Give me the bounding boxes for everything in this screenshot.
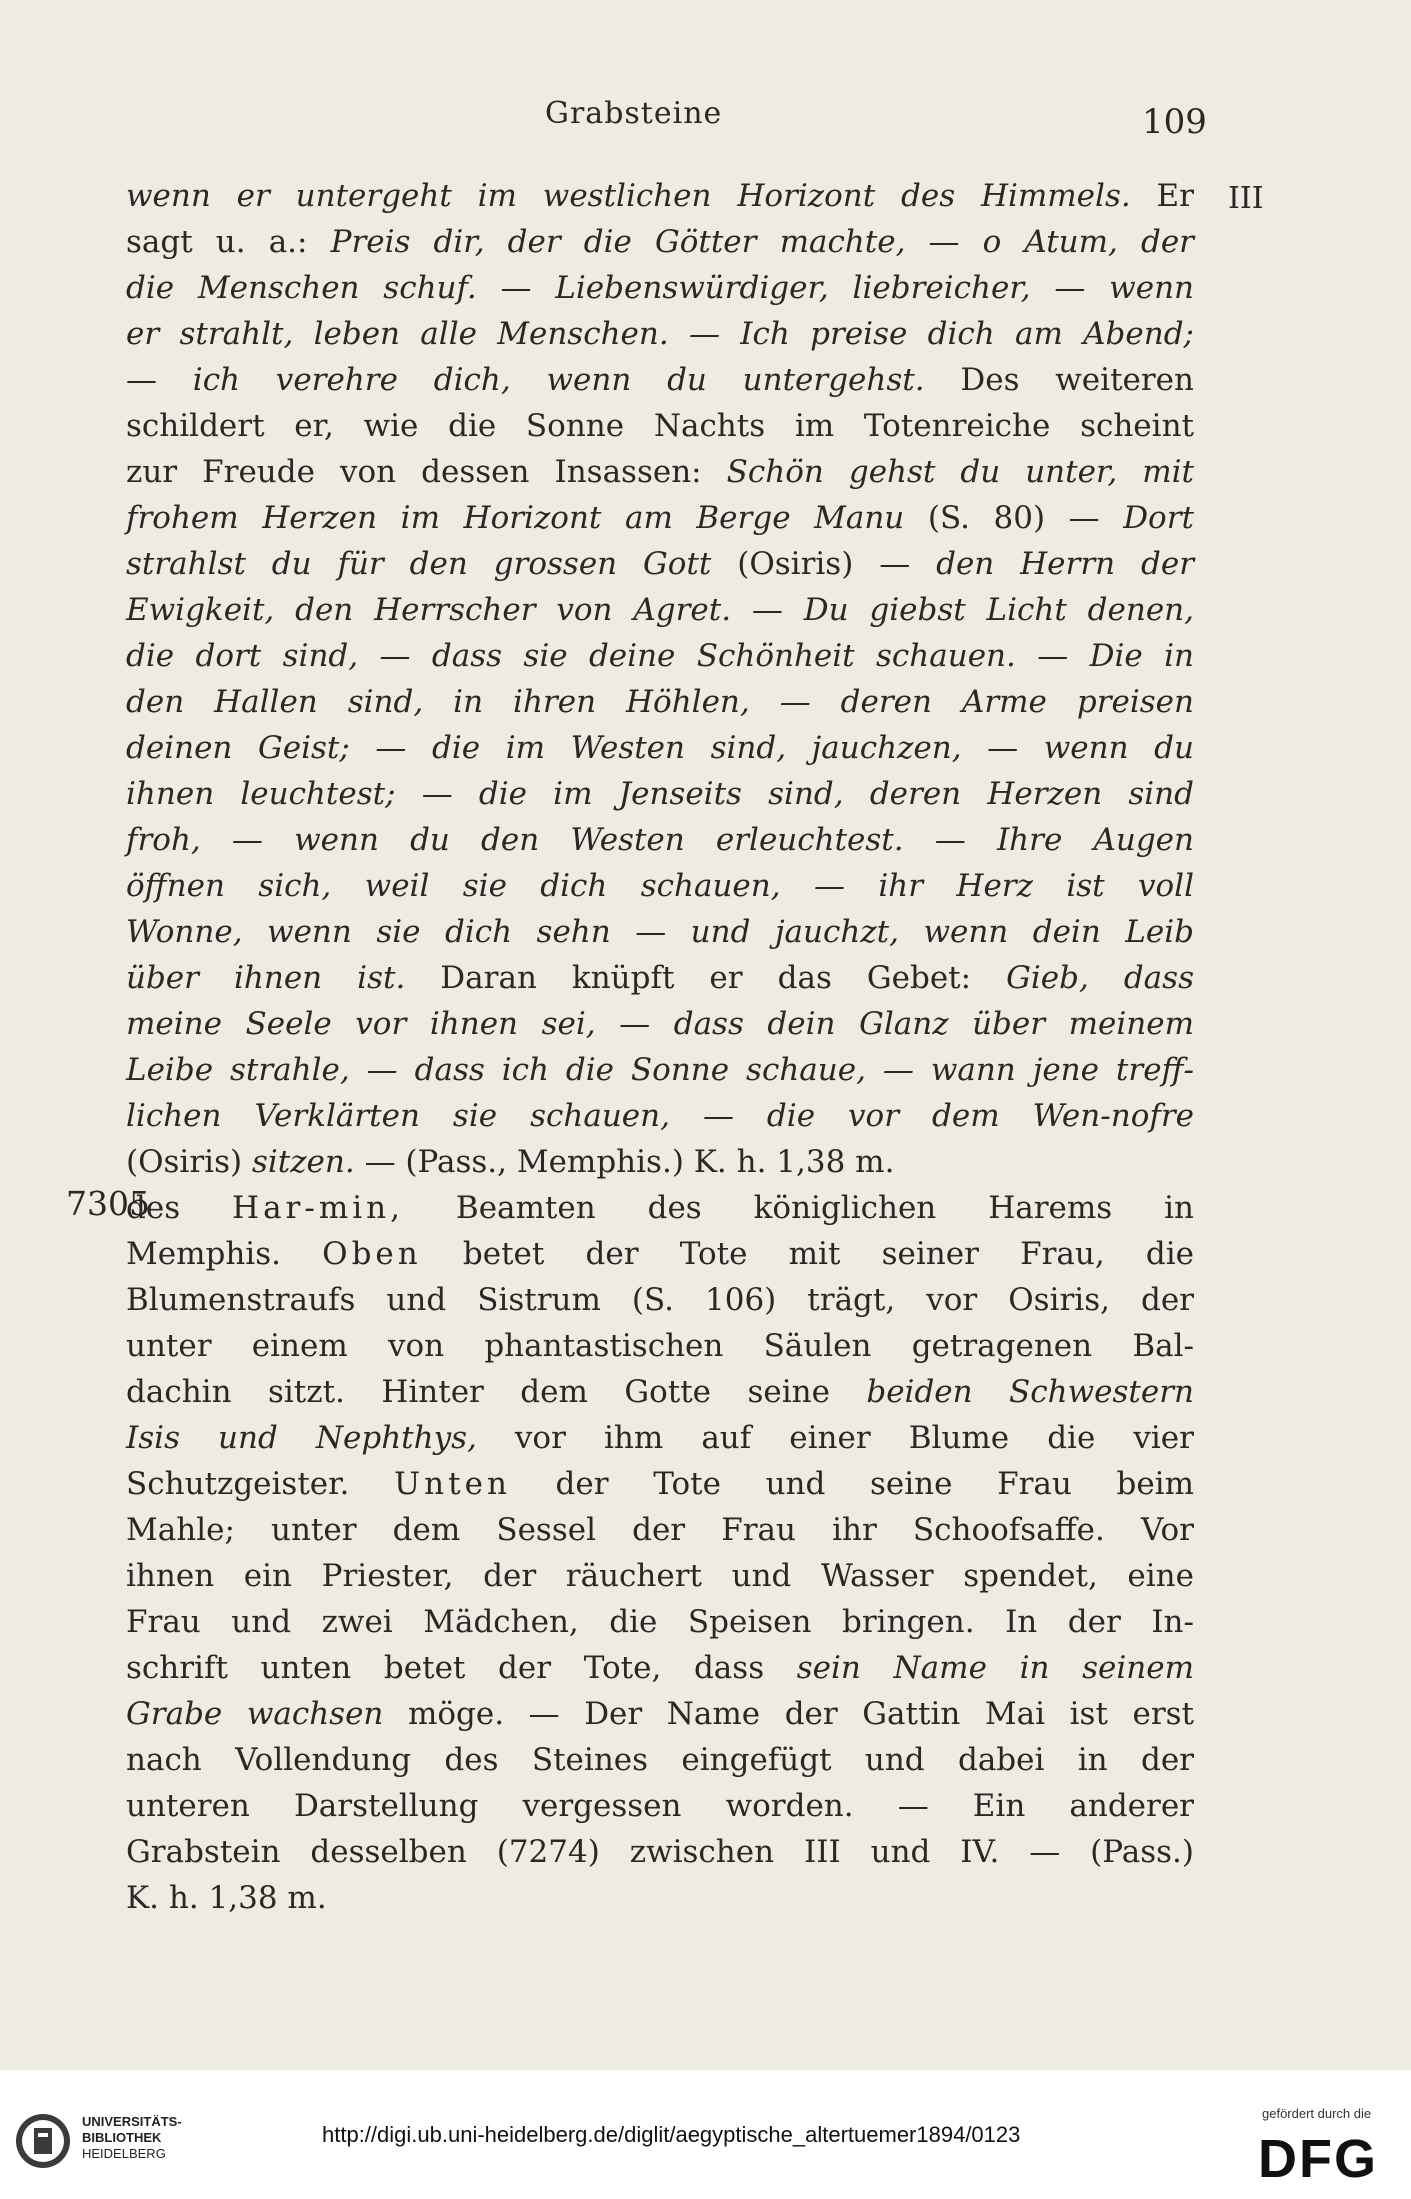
- text-line: [126, 1277, 1194, 1323]
- text-segment: er strahlt, leben alle Menschen. — Ich preise dich am Abend;: [126, 316, 1194, 352]
- text-segment: öffnen sich, weil sie dich schauen, — ihr Herz ist voll: [126, 868, 1194, 904]
- source-url-link[interactable]: http://digi.ub.uni-heidelberg.de/diglit/aegyptische_altertuemer1894/0123: [322, 2122, 1021, 2147]
- text-line: [126, 771, 1194, 817]
- page-number: 109: [1142, 102, 1207, 142]
- text-line: [126, 173, 1194, 219]
- text-line: [126, 863, 1194, 909]
- text-segment: K. h. 1,38 m.: [126, 1880, 327, 1916]
- text-line: [126, 357, 1194, 403]
- running-header: [0, 96, 1411, 146]
- university-seal-icon: [14, 2112, 72, 2170]
- text-line: [126, 1369, 1194, 1415]
- text-line: [126, 1323, 1194, 1369]
- text-segment: sagt u. a.:: [126, 224, 331, 260]
- text-line: [126, 955, 1194, 1001]
- text-segment: dachin sitzt. Hinter dem Gotte seine: [126, 1374, 867, 1410]
- text-segment: Memphis.: [126, 1236, 323, 1272]
- text-segment: beiden Schwestern: [866, 1374, 1194, 1410]
- text-line: [126, 1829, 1194, 1875]
- text-segment: sitzen.: [251, 1144, 355, 1180]
- text-segment: schildert er, wie die Sonne Nachts im Totenreiche scheint: [126, 408, 1194, 444]
- text-segment: sein Name in seinem: [796, 1650, 1194, 1686]
- text-line: [126, 587, 1194, 633]
- text-line: [126, 403, 1194, 449]
- text-line: [126, 1737, 1194, 1783]
- text-line: [126, 1185, 1194, 1231]
- text-segment: unter einem von phantastischen Säulen getragenen Bal-: [126, 1328, 1194, 1364]
- text-segment: Unten: [394, 1466, 511, 1502]
- text-segment: Grabe wachsen: [126, 1696, 384, 1732]
- text-line: [126, 1507, 1194, 1553]
- text-segment: Schön gehst du unter, mit: [726, 454, 1194, 490]
- library-line-2: BIBLIOTHEK: [82, 2130, 162, 2145]
- text-segment: Daran knüpft er das Gebet:: [405, 960, 1007, 996]
- text-segment: lichen Verklärten sie schauen, — die vor dem Wen-nofre: [126, 1098, 1194, 1134]
- text-segment: den Hallen sind, in ihren Höhlen, — deren Arme preisen: [126, 684, 1194, 720]
- text-line: [126, 909, 1194, 955]
- text-segment: möge. — Der Name der Gattin Mai ist erst: [383, 1696, 1195, 1732]
- margin-note: III: [1228, 181, 1264, 216]
- text-segment: der Tote und seine Frau beim: [510, 1466, 1194, 1502]
- text-segment: Frau und zwei Mädchen, die Speisen bringen. In der In-: [126, 1604, 1194, 1640]
- text-segment: Dort: [1123, 500, 1194, 536]
- text-line: [126, 1875, 1194, 1921]
- text-segment: zur Freude von dessen Insassen:: [126, 454, 727, 490]
- text-segment: strahlst du für den grossen Gott: [126, 546, 712, 582]
- text-segment: Oben: [322, 1236, 422, 1272]
- text-segment: — (Pass., Memphis.) K. h. 1,38 m.: [354, 1144, 895, 1180]
- text-segment: betet der Tote mit seiner Frau, die: [421, 1236, 1194, 1272]
- text-line: [126, 265, 1194, 311]
- text-line: [126, 1415, 1194, 1461]
- text-segment: (S. 80) —: [904, 500, 1124, 536]
- text-segment: deinen Geist; — die im Westen sind, jauchzen, — wenn du: [126, 730, 1194, 766]
- text-line: [126, 1645, 1194, 1691]
- text-line: [126, 1691, 1194, 1737]
- object-number: 7305: [66, 1184, 150, 1223]
- text-segment: Beamten des königlichen Harems in: [403, 1190, 1194, 1226]
- text-line: [126, 541, 1194, 587]
- text-segment: die Menschen schuf. — Liebenswürdiger, liebreicher, — wenn: [126, 270, 1194, 306]
- text-segment: Mahle; unter dem Sessel der Frau ihr Schoofsaffe. Vor: [126, 1512, 1194, 1548]
- library-name: [82, 2114, 182, 2162]
- text-segment: Gieb, dass: [1006, 960, 1194, 996]
- text-segment: ihnen ein Priester, der räuchert und Wasser spendet, eine: [126, 1558, 1194, 1594]
- text-segment: nach Vollendung des Steines eingefügt und dabei in der: [126, 1742, 1194, 1778]
- text-segment: frohem Herzen im Horizont am Berge Manu: [126, 500, 905, 536]
- text-line: [126, 679, 1194, 725]
- text-line: [126, 633, 1194, 679]
- dfg-logo: DFG: [1258, 2129, 1378, 2189]
- text-segment: wenn er untergeht im westlichen Horizont des Himmels.: [126, 178, 1131, 214]
- text-line: [126, 219, 1194, 265]
- digitization-footer: [0, 2070, 1411, 2199]
- text-segment: des: [126, 1190, 233, 1226]
- text-segment: Schutzgeister.: [126, 1466, 395, 1502]
- text-line: [126, 311, 1194, 357]
- text-segment: (Osiris): [126, 1144, 252, 1180]
- text-line: [126, 1139, 1194, 1185]
- text-segment: Preis dir, der die Götter machte, — o Atum, der: [330, 224, 1195, 260]
- text-segment: den Herrn der: [936, 546, 1195, 582]
- text-segment: Isis und Nephthys,: [126, 1420, 477, 1456]
- text-line: [126, 1231, 1194, 1277]
- body-text: [126, 173, 1194, 1921]
- funder-note: gefördert durch die: [1262, 2106, 1372, 2121]
- text-segment: (Osiris) —: [711, 546, 937, 582]
- text-line: [126, 1599, 1194, 1645]
- text-line: [126, 1553, 1194, 1599]
- text-segment: Wonne, wenn sie dich sehn — und jauchzt, wenn dein Leib: [126, 914, 1194, 950]
- text-segment: Grabstein desselben (7274) zwischen III und IV. — (Pass.): [126, 1834, 1194, 1870]
- text-segment: Des weiteren: [924, 362, 1194, 398]
- text-segment: Har-min,: [232, 1190, 404, 1226]
- text-line: [126, 1001, 1194, 1047]
- text-line: [126, 817, 1194, 863]
- text-segment: die dort sind, — dass sie deine Schönheit schauen. — Die in: [126, 638, 1194, 674]
- text-segment: über ihnen ist.: [126, 960, 406, 996]
- text-segment: schrift unten betet der Tote, dass: [126, 1650, 797, 1686]
- text-segment: — ich verehre dich, wenn du untergehst.: [126, 362, 925, 398]
- text-line: [126, 1461, 1194, 1507]
- text-segment: unteren Darstellung vergessen worden. — Ein anderer: [126, 1788, 1194, 1824]
- text-line: [126, 495, 1194, 541]
- text-segment: Ewigkeit, den Herrscher von Agret. — Du giebst Licht denen,: [126, 592, 1194, 628]
- text-line: [126, 449, 1194, 495]
- text-segment: ihnen leuchtest; — die im Jenseits sind, deren Herzen sind: [126, 776, 1194, 812]
- text-line: [126, 1783, 1194, 1829]
- text-line: [126, 1047, 1194, 1093]
- text-segment: Blumenstraufs und Sistrum (S. 106) trägt, vor Osiris, der: [126, 1282, 1194, 1318]
- text-line: [126, 1093, 1194, 1139]
- library-line-3: HEIDELBERG: [82, 2146, 166, 2161]
- text-segment: vor ihm auf einer Blume die vier: [476, 1420, 1194, 1456]
- text-segment: Er: [1130, 178, 1194, 214]
- running-title: Grabsteine: [545, 96, 723, 131]
- library-line-1: UNIVERSITÄTS-: [82, 2114, 182, 2129]
- text-line: [126, 725, 1194, 771]
- text-segment: froh, — wenn du den Westen erleuchtest. — Ihre Augen: [126, 822, 1194, 858]
- text-segment: meine Seele vor ihnen sei, — dass dein Glanz über meinem: [126, 1006, 1194, 1042]
- text-segment: Leibe strahle, — dass ich die Sonne schaue, — wann jene treff-: [126, 1052, 1194, 1088]
